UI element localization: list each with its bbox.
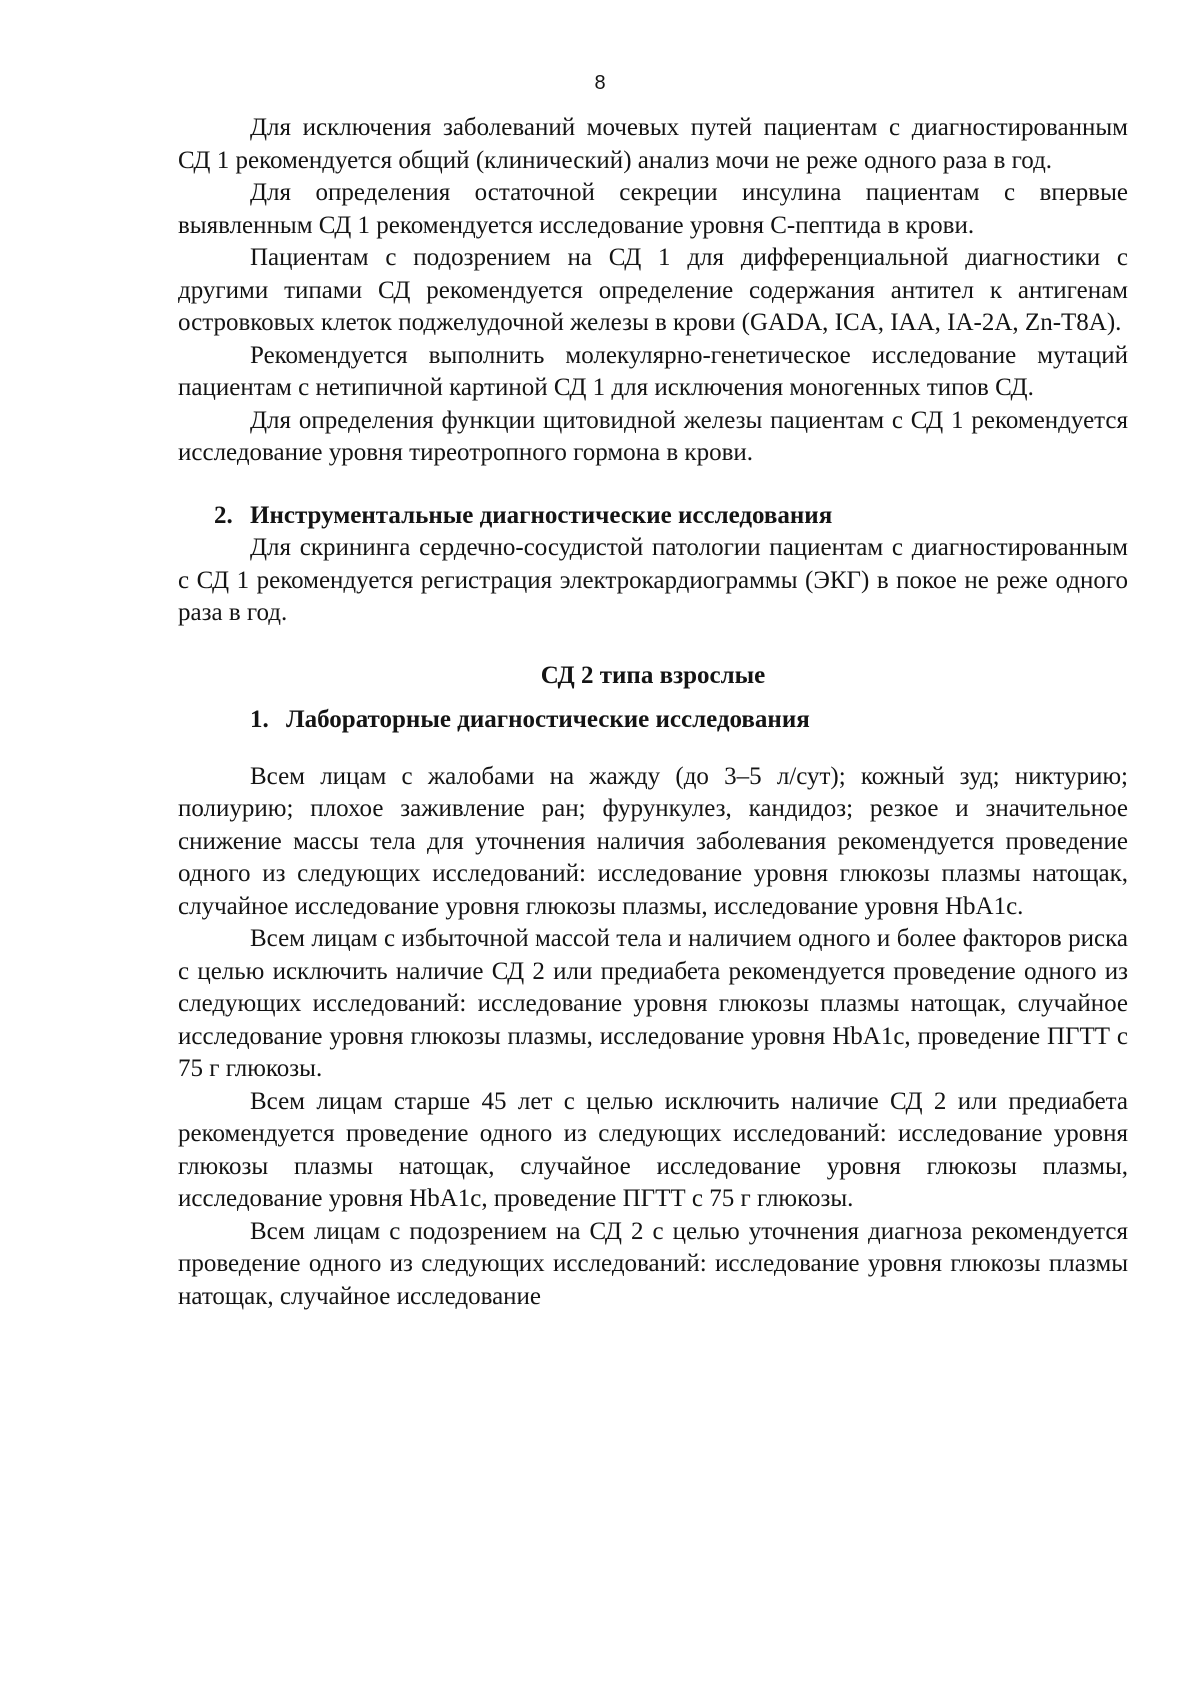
section-title: Лабораторные диагностические исследования (286, 706, 810, 733)
section-heading (178, 500, 1128, 533)
paragraph: Для исключения заболеваний мочевых путей пациентам с диагностированным СД 1 рекомендуется общий (клинический) анализ мочи не реже одного раза в год. (178, 114, 1128, 174)
section-title: Инструментальные диагностические исследования (250, 501, 833, 529)
paragraph: Для определения остаточной секреции инсулина пациентам с впервые выявленным СД 1 рекомендуется исследование уровня С-пептида в крови. (178, 179, 1128, 239)
spacer (178, 470, 1128, 500)
section-number: 1. (250, 706, 269, 733)
paragraph: Для определения функции щитовидной железы пациентам с СД 1 рекомендуется исследование уровня тиреотропного гормона в крови. (178, 406, 1128, 466)
paragraph: Пациентам с подозрением на СД 1 для дифференциальной диагностики с другими типами СД рекомендуется определение содержания антител к антигенам островковых клеток поджелудочной железы в крови (GADA, ICA, IAA, IA-2A, Zn-T8A). (178, 244, 1128, 336)
paragraph: Всем лицам с избыточной массой тела и наличием одного и более факторов риска с целью исключить наличие СД 2 или предиабета рекомендуется проведение одного из следующих исследований: исследование уровня глюкозы плазмы натощак, случайное исследование уровня глюкозы плазмы, исследование уровня HbA1c, проведение ПГТТ с 75 г глюкозы. (178, 925, 1128, 1082)
page-number: 8 (594, 72, 606, 94)
spacer (178, 630, 1128, 660)
section-heading (178, 704, 1128, 737)
chapter-title: СД 2 типа взрослые (540, 661, 766, 689)
paragraph: Всем лицам с подозрением на СД 2 с целью уточнения диагноза рекомендуется проведение одного из следующих исследований: исследование уровня глюкозы плазмы натощак, случайное исследование (178, 1217, 1128, 1310)
document-body (178, 112, 1128, 1313)
paragraph: Всем лицам с жалобами на жажду (до 3–5 л/сут); кожный зуд; никтурию; полиурию; плохое заживление ран; фурункулез, кандидоз; резкое и значительное снижение массы тела для уточнения наличия заболевания рекомендуется проведение одного из следующих исследований: исследование уровня глюкозы плазмы натощак, случайное исследование уровня глюкозы плазмы, исследование уровня HbA1c. (178, 762, 1128, 920)
section-number: 2. (214, 501, 233, 529)
paragraph: Всем лицам старше 45 лет с целью исключить наличие СД 2 или предиабета рекомендуется проведение одного из следующих исследований: исследование уровня глюкозы плазмы натощак, случайное исследование уровня глюкозы плазмы, исследование уровня HbA1c, проведение ПГТТ с 75 г глюкозы. (178, 1087, 1128, 1212)
paragraph: Рекомендуется выполнить молекулярно-генетическое исследование мутаций пациентам с нетипичной картиной СД 1 для исключения моногенных типов СД. (178, 341, 1128, 401)
spacer (178, 692, 1128, 704)
spacer (178, 737, 1128, 761)
paragraph: Для скрининга сердечно-сосудистой патологии пациентам с диагностированным с СД 1 рекомендуется регистрация электрокардиограммы (ЭКГ) в покое не реже одного раза в год. (178, 534, 1128, 626)
